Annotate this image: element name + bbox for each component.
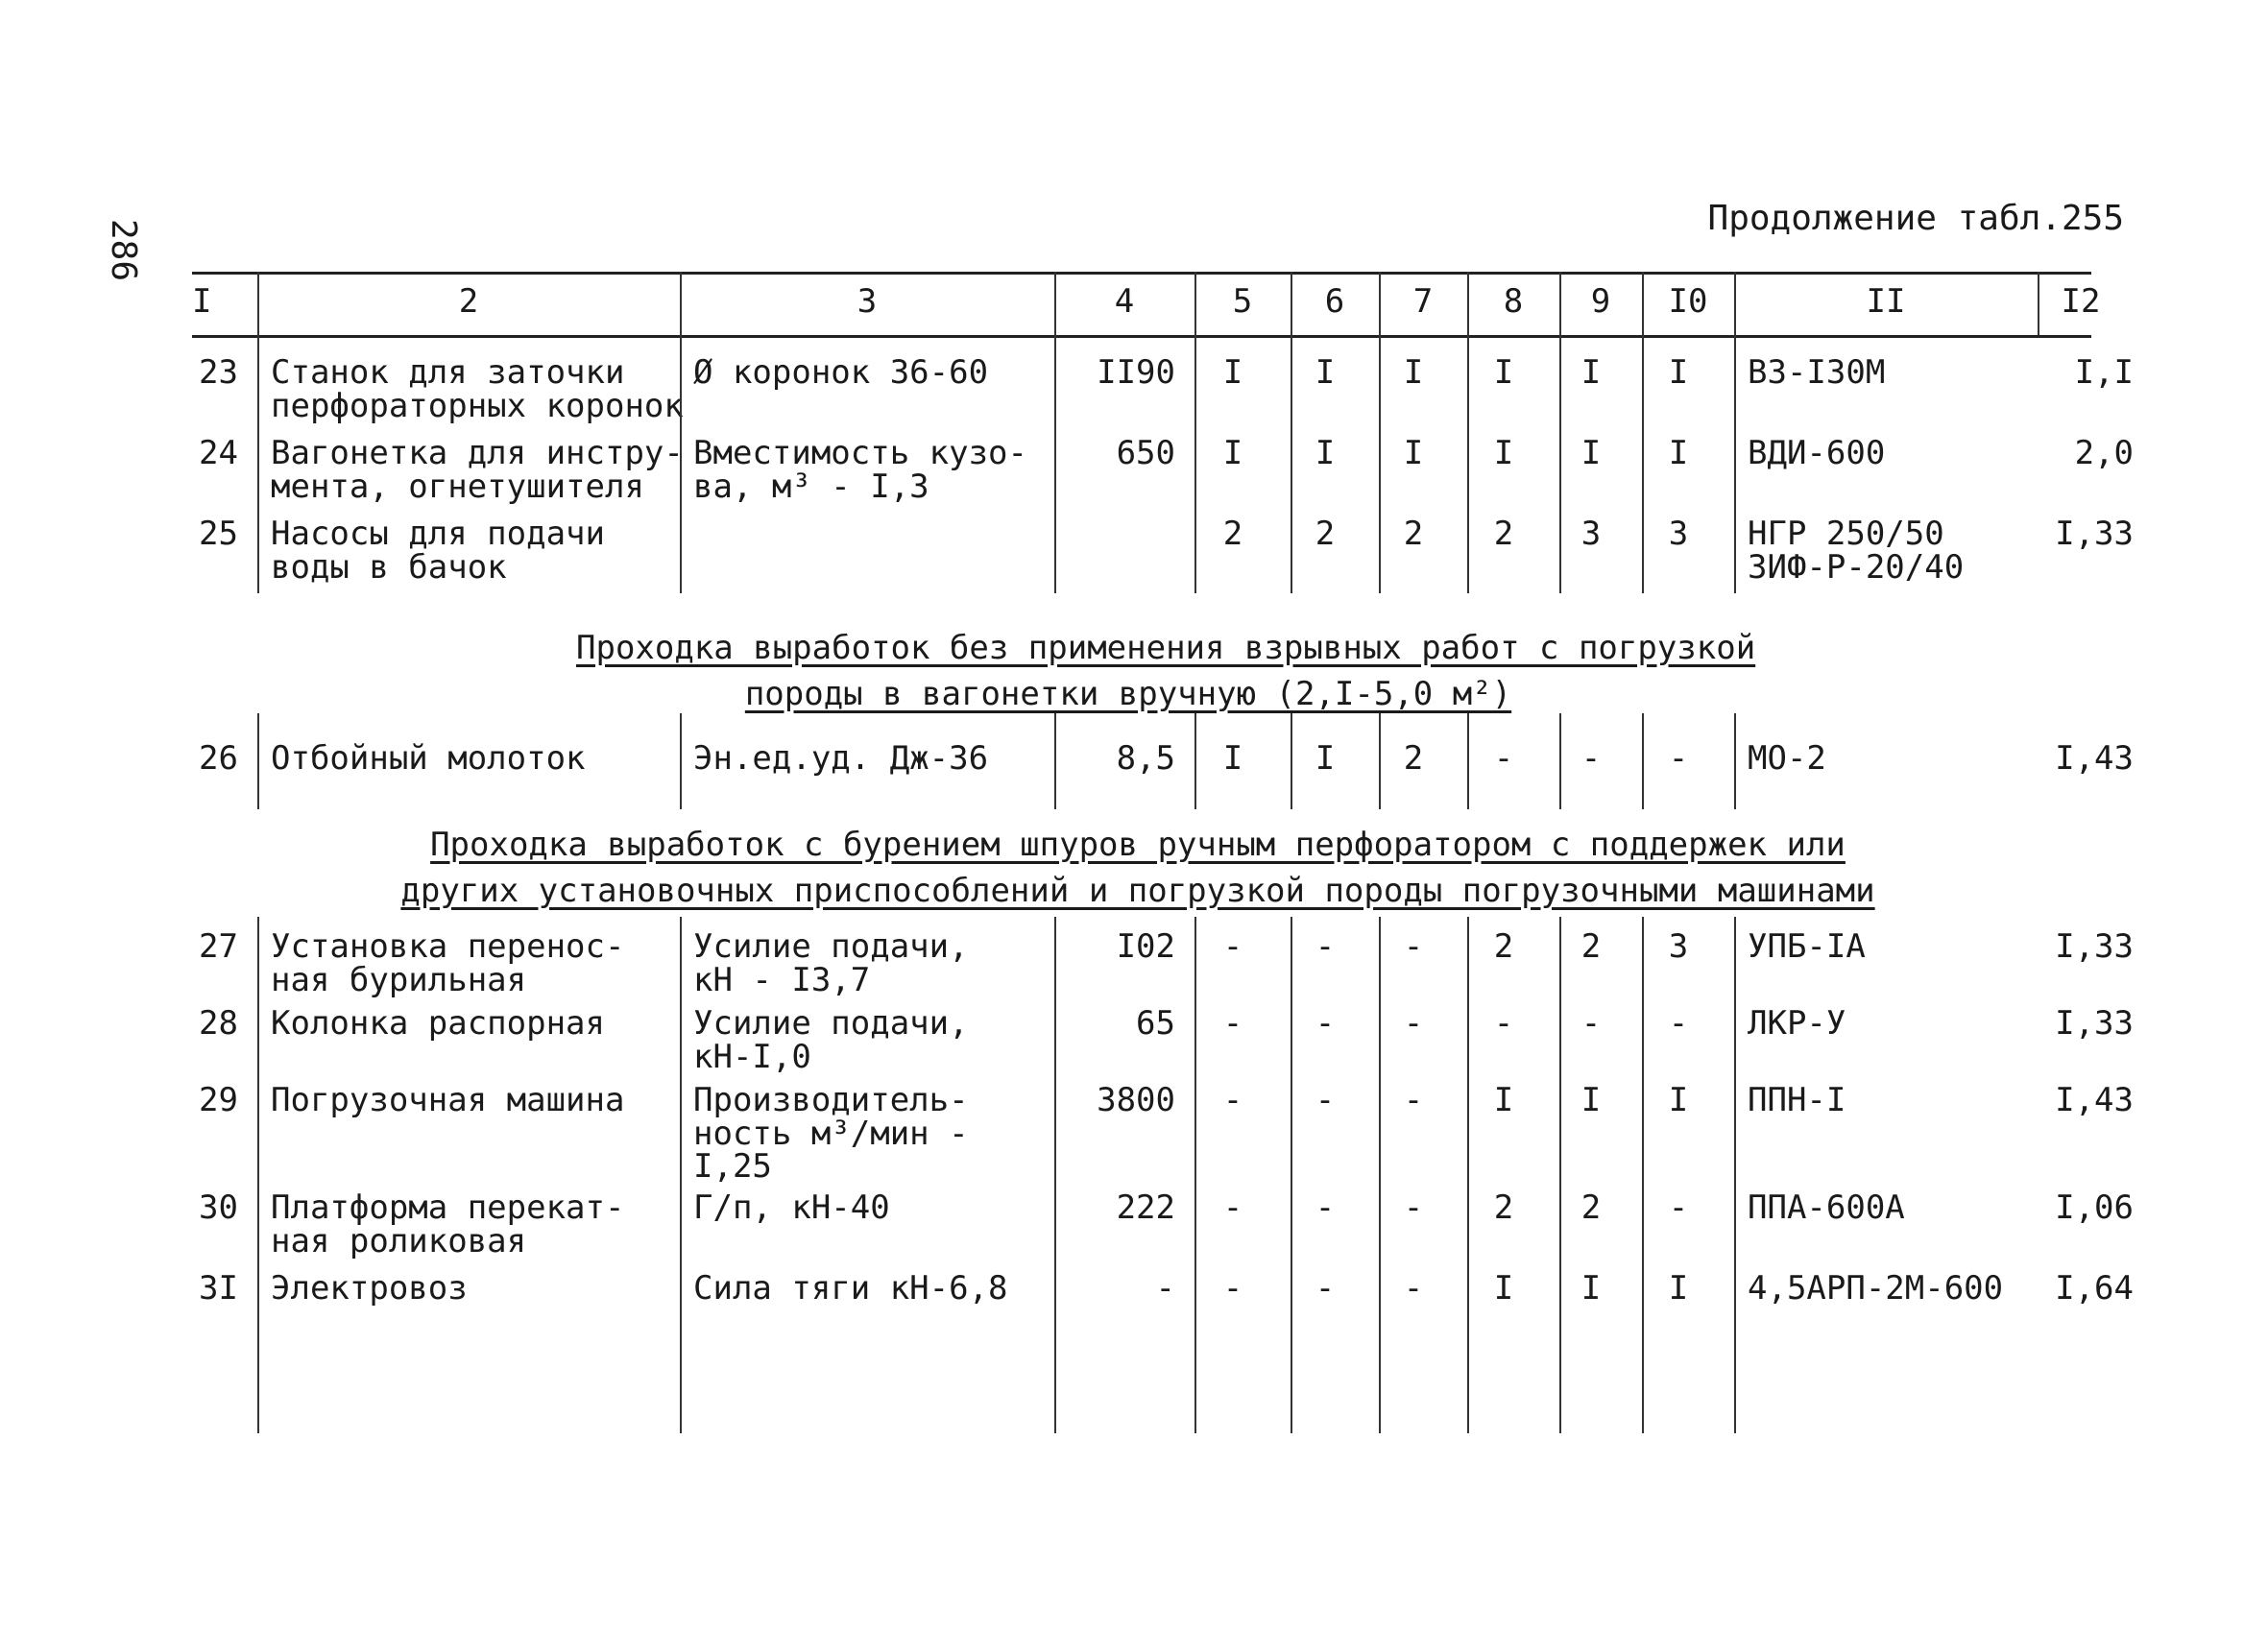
row-number: 26 <box>199 739 238 778</box>
column-header: 4 <box>1114 282 1135 321</box>
column-header: I2 <box>2061 282 2101 321</box>
model: УПБ-IА <box>1748 927 1866 966</box>
column-divider <box>1291 713 1292 809</box>
column-7: 2 <box>1403 515 1424 553</box>
equipment-name: Колонка распорная <box>271 1004 605 1043</box>
column-8: I <box>1493 434 1514 472</box>
column-divider <box>257 272 259 335</box>
table-caption: Продолжение табл.255 <box>1707 199 2124 238</box>
column-6: I <box>1315 353 1336 392</box>
column-10: I <box>1668 1081 1689 1119</box>
column-12: I,43 <box>2055 1081 2134 1119</box>
column-divider <box>257 917 259 1433</box>
section-title: Проходка выработок с бурением шпуров ручным перфоратором с поддержек или <box>430 826 1846 864</box>
column-divider <box>1642 917 1644 1433</box>
column-10: I <box>1668 353 1689 392</box>
column-9: I <box>1580 353 1602 392</box>
equipment-name: Установка перенос- ная бурильная <box>271 927 625 999</box>
column-12: I,I <box>2074 353 2134 392</box>
column-divider <box>680 272 682 335</box>
column-5: I <box>1222 434 1243 472</box>
row-number: 23 <box>199 353 238 392</box>
column-8: 2 <box>1493 1188 1514 1227</box>
row-number: 24 <box>199 434 238 472</box>
column-divider <box>1379 917 1381 1433</box>
column-divider <box>1734 713 1736 809</box>
column-9: I <box>1580 1269 1602 1308</box>
column-12: I,33 <box>2055 927 2134 966</box>
parameter: Производитель- ность м³/мин - I,25 <box>693 1081 969 1187</box>
column-divider <box>1559 272 1561 335</box>
column-divider <box>1559 713 1561 809</box>
column-divider <box>1559 335 1561 593</box>
column-10: 3 <box>1668 927 1689 966</box>
column-divider <box>1291 917 1292 1433</box>
column-divider <box>1642 272 1644 335</box>
column-9: - <box>1580 1004 1602 1043</box>
column-10: - <box>1668 1004 1689 1043</box>
column-8: 2 <box>1493 927 1514 966</box>
row-number: 29 <box>199 1081 238 1119</box>
column-divider <box>2038 272 2039 335</box>
column-5: - <box>1222 1188 1243 1227</box>
column-divider <box>1734 917 1736 1433</box>
column-5: - <box>1222 1269 1243 1308</box>
column-8: 2 <box>1493 515 1514 553</box>
column-12: I,64 <box>2055 1269 2134 1308</box>
column-divider <box>1054 335 1056 593</box>
column-header: 5 <box>1232 282 1253 321</box>
parameter: Эн.ед.уд. Дж-36 <box>693 739 989 778</box>
column-divider <box>1054 713 1056 809</box>
column-divider <box>1194 917 1196 1433</box>
table-header-rule <box>192 335 2091 338</box>
column-7: 2 <box>1403 739 1424 778</box>
column-divider <box>1467 335 1469 593</box>
column-9: I <box>1580 1081 1602 1119</box>
model: 4,5АРП-2М-600 <box>1748 1269 2004 1308</box>
column-divider <box>1734 335 1736 593</box>
column-9: - <box>1580 739 1602 778</box>
section-title: породы в вагонетки вручную (2,I-5,0 м²) <box>744 675 1512 713</box>
column-divider <box>1467 917 1469 1433</box>
column-divider <box>1054 917 1056 1433</box>
page-number: 286 <box>104 219 143 282</box>
column-header: 3 <box>857 282 878 321</box>
column-7: I <box>1403 434 1424 472</box>
column-10: - <box>1668 1188 1689 1227</box>
equipment-name: Вагонетка для инстру- мента, огнетушителя <box>271 434 684 506</box>
column-divider <box>680 917 682 1433</box>
parameter: Г/п, кН-40 <box>693 1188 890 1227</box>
column-10: I <box>1668 434 1689 472</box>
model: ВЗ-I30М <box>1748 353 1886 392</box>
column-7: - <box>1403 1188 1424 1227</box>
column-7: - <box>1403 1004 1424 1043</box>
column-9: I <box>1580 434 1602 472</box>
column-12: I,33 <box>2055 1004 2134 1043</box>
column-5: - <box>1222 1081 1243 1119</box>
column-9: 3 <box>1580 515 1602 553</box>
column-header: 9 <box>1590 282 1611 321</box>
equipment-name: Станок для заточки перфораторных коронок <box>271 353 684 425</box>
column-6: - <box>1315 927 1336 966</box>
column-divider <box>1379 272 1381 335</box>
row-number: 27 <box>199 927 238 966</box>
section-title: других установочных приспособлений и погрузкой породы погрузочными машинами <box>400 872 1875 910</box>
equipment-name: Платформа перекат- ная роликовая <box>271 1188 625 1260</box>
column-divider <box>1194 272 1196 335</box>
equipment-table <box>192 272 2134 1443</box>
equipment-name: Отбойный молоток <box>271 739 586 778</box>
parameter: Вместимость кузо- ва, м³ - I,3 <box>693 434 1027 506</box>
column-6: - <box>1315 1188 1336 1227</box>
column-header: 7 <box>1412 282 1434 321</box>
model: ППА-600А <box>1748 1188 1905 1227</box>
column-divider <box>1734 272 1736 335</box>
column-divider <box>257 335 259 593</box>
column-divider <box>1054 272 1056 335</box>
column-6: - <box>1315 1004 1336 1043</box>
column-8: - <box>1493 1004 1514 1043</box>
column-6: - <box>1315 1269 1336 1308</box>
column-5: I <box>1222 739 1243 778</box>
table-top-rule <box>192 272 2091 275</box>
section-title: Проходка выработок без применения взрывных работ с погрузкой <box>576 629 1756 667</box>
column-divider <box>680 713 682 809</box>
column-7: I <box>1403 353 1424 392</box>
parameter: Усилие подачи, кН-I,0 <box>693 1004 969 1076</box>
column-8: I <box>1493 1269 1514 1308</box>
column-4: 65 <box>1136 1004 1175 1043</box>
column-8: I <box>1493 1081 1514 1119</box>
column-5: I <box>1222 353 1243 392</box>
column-9: 2 <box>1580 927 1602 966</box>
column-divider <box>257 713 259 809</box>
column-9: 2 <box>1580 1188 1602 1227</box>
column-divider <box>1194 335 1196 593</box>
column-7: - <box>1403 1081 1424 1119</box>
column-10: I <box>1668 1269 1689 1308</box>
column-4: I02 <box>1116 927 1175 966</box>
column-divider <box>1291 335 1292 593</box>
equipment-name: Погрузочная машина <box>271 1081 625 1119</box>
equipment-name: Электровоз <box>271 1269 468 1308</box>
column-5: - <box>1222 927 1243 966</box>
model: МО-2 <box>1748 739 1826 778</box>
column-4: 3800 <box>1097 1081 1175 1119</box>
column-8: - <box>1493 739 1514 778</box>
column-10: 3 <box>1668 515 1689 553</box>
column-4: II90 <box>1097 353 1175 392</box>
column-header: 8 <box>1503 282 1524 321</box>
model: ВДИ-600 <box>1748 434 1886 472</box>
parameter: Сила тяги кН-6,8 <box>693 1269 1008 1308</box>
column-5: 2 <box>1222 515 1243 553</box>
column-divider <box>1379 713 1381 809</box>
model: ППН-I <box>1748 1081 1846 1119</box>
column-header: 2 <box>458 282 479 321</box>
column-4: 8,5 <box>1116 739 1175 778</box>
column-6: - <box>1315 1081 1336 1119</box>
column-8: I <box>1493 353 1514 392</box>
parameter: Ø коронок 36-60 <box>693 353 989 392</box>
column-divider <box>1291 272 1292 335</box>
column-6: I <box>1315 434 1336 472</box>
column-4: 650 <box>1116 434 1175 472</box>
model: ЛКР-У <box>1748 1004 1846 1043</box>
column-divider <box>1467 272 1469 335</box>
column-10: - <box>1668 739 1689 778</box>
column-6: I <box>1315 739 1336 778</box>
column-divider <box>1559 917 1561 1433</box>
column-4: - <box>1155 1269 1175 1308</box>
column-divider <box>1379 335 1381 593</box>
column-divider <box>1642 335 1644 593</box>
column-divider <box>1642 713 1644 809</box>
equipment-name: Насосы для подачи воды в бачок <box>271 515 605 587</box>
column-divider <box>680 335 682 593</box>
column-12: 2,0 <box>2074 434 2134 472</box>
column-6: 2 <box>1315 515 1336 553</box>
row-number: 28 <box>199 1004 238 1043</box>
row-number: 3I <box>199 1269 238 1308</box>
row-number: 25 <box>199 515 238 553</box>
column-4: 222 <box>1116 1188 1175 1227</box>
column-12: I,33 <box>2055 515 2134 553</box>
column-header: I0 <box>1668 282 1708 321</box>
column-header: 6 <box>1324 282 1345 321</box>
column-7: - <box>1403 927 1424 966</box>
row-number: 30 <box>199 1188 238 1227</box>
column-5: - <box>1222 1004 1243 1043</box>
column-12: I,06 <box>2055 1188 2134 1227</box>
column-7: - <box>1403 1269 1424 1308</box>
column-header: I <box>192 282 212 321</box>
parameter: Усилие подачи, кН - I3,7 <box>693 927 969 999</box>
column-divider <box>1467 713 1469 809</box>
column-divider <box>1194 713 1196 809</box>
model: НГР 250/50 ЗИФ-Р-20/40 <box>1748 515 1965 587</box>
column-12: I,43 <box>2055 739 2134 778</box>
column-header: II <box>1866 282 1906 321</box>
